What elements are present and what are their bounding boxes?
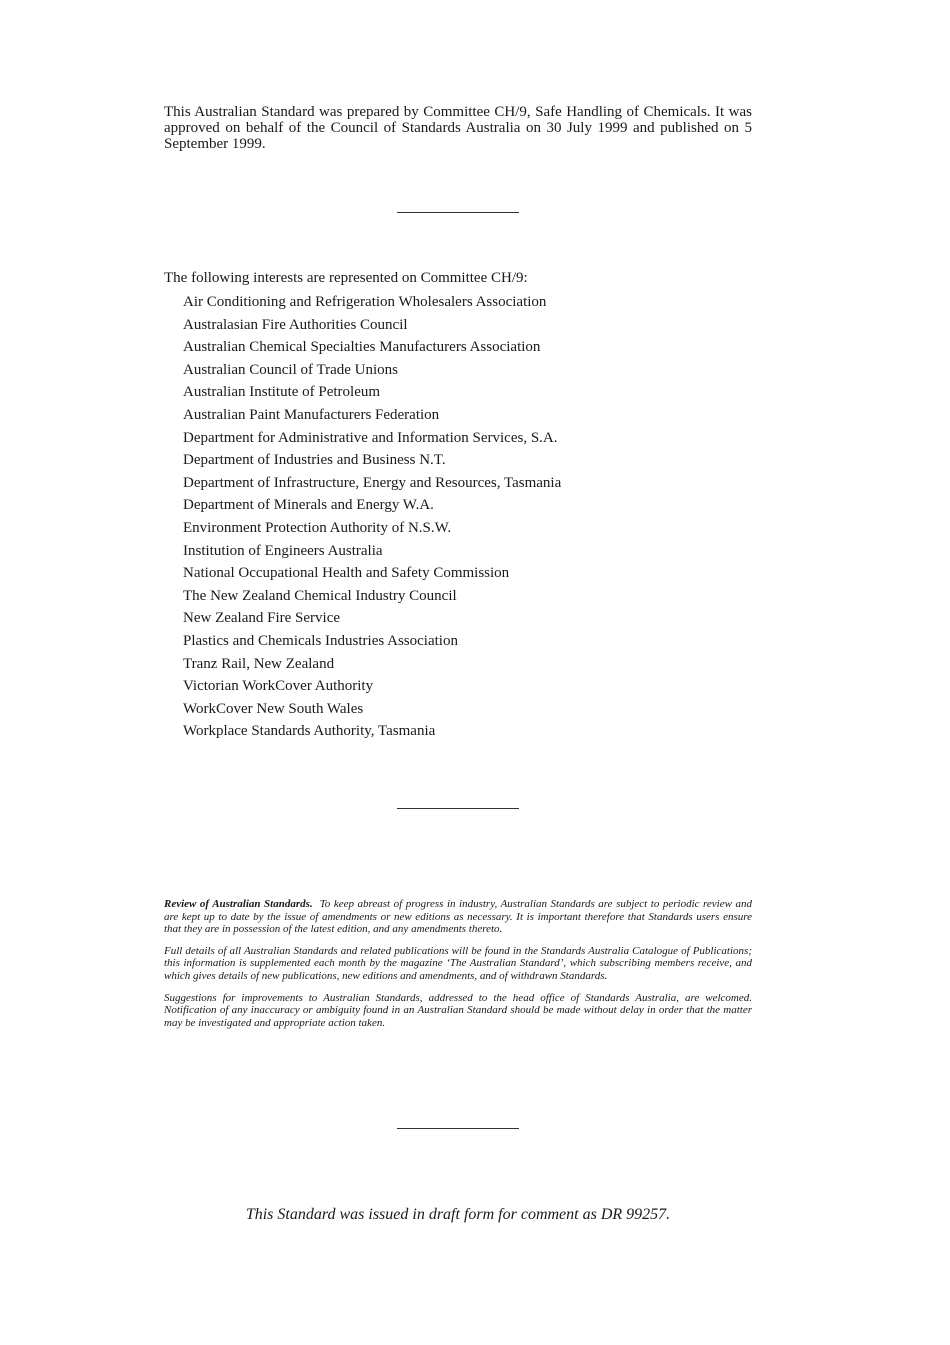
list-item: Australian Paint Manufacturers Federation	[183, 406, 440, 423]
list-item: Workplace Standards Authority, Tasmania	[183, 723, 436, 740]
interests-heading: The following interests are represented on Committee CH/9:	[164, 270, 528, 286]
list-item: Environment Protection Authority of N.S.W.	[183, 519, 452, 536]
interests-list	[164, 291, 764, 743]
list-item: Australian Institute of Petroleum	[183, 384, 381, 401]
list-item: Victorian WorkCover Authority	[183, 678, 374, 695]
section-divider	[397, 808, 519, 809]
review-notice	[164, 898, 752, 1038]
list-item: Department of Infrastructure, Energy and Resources, Tasmania	[183, 474, 562, 491]
review-paragraph	[164, 898, 752, 936]
list-item: Department of Industries and Business N.T.	[183, 452, 446, 469]
list-item: Australian Chemical Specialties Manufacturers Association	[183, 339, 541, 356]
list-item: Australasian Fire Authorities Council	[183, 316, 408, 333]
list-item: Tranz Rail, New Zealand	[183, 655, 335, 672]
committee-interests	[164, 268, 764, 743]
section-divider	[397, 1128, 519, 1129]
review-text: To keep abreast of progress in industry, Australian Standards are subject to periodic review and are kept up to date by the issue of amendments or new editions as necessary. It is important therefore that Standards users ensure that they are in possession of the latest edition, and any amendments thereto.	[164, 898, 752, 936]
list-item: Air Conditioning and Refrigeration Wholesalers Association	[183, 294, 547, 310]
list-item: New Zealand Fire Service	[183, 610, 341, 627]
suggestions-paragraph: Suggestions for improvements to Australian Standards, addressed to the head office of Standards Australia, are welcomed. Notification of any inaccuracy or ambiguity found in an Australian Standard should be made without delay in order that the matter may be investigated and appropriate action taken.	[164, 991, 752, 1029]
catalogue-paragraph: Full details of all Australian Standards and related publications will be found in the Standards Australia Catalogue of Publications; this information is supplemented each month by the magazine ‘The Australian Standard’, which subscribing members receive, and which gives details of new publications, new editions and amendments, and of withdrawn Standards.	[164, 944, 752, 982]
section-divider	[397, 212, 519, 213]
list-item: Department of Minerals and Energy W.A.	[183, 497, 434, 514]
approval-statement: This Australian Standard was prepared by Committee CH/9, Safe Handling of Chemicals. It was approved on behalf of the Council of Standards Australia on 30 July 1999 and published on 5 September 1999.	[164, 104, 752, 152]
review-lead: Review of Australian Standards.	[164, 898, 313, 910]
list-item: Australian Council of Trade Unions	[183, 361, 398, 378]
list-item: The New Zealand Chemical Industry Council	[183, 587, 457, 604]
list-item: National Occupational Health and Safety Commission	[183, 565, 510, 582]
list-item: Department for Administrative and Information Services, S.A.	[183, 429, 558, 446]
list-item: Plastics and Chemicals Industries Association	[183, 632, 458, 649]
list-item: Institution of Engineers Australia	[183, 542, 383, 559]
draft-note: This Standard was issued in draft form for comment as DR 99257.	[245, 1206, 671, 1223]
list-item: WorkCover New South Wales	[183, 700, 364, 717]
